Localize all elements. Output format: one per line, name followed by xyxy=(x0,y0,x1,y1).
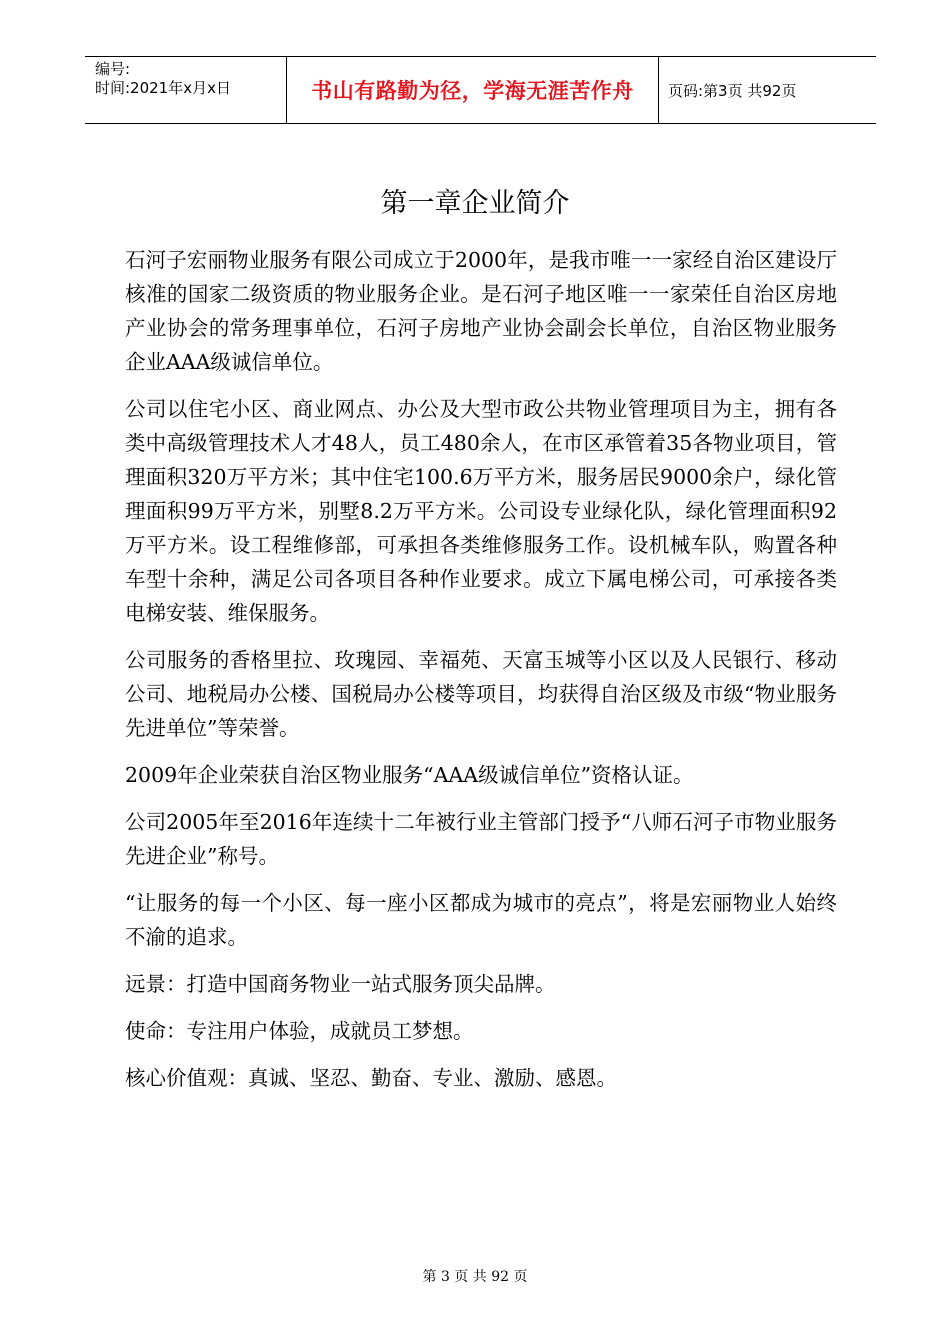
mission-paragraph: 使命：专注用户体验，成就员工梦想。 xyxy=(125,1019,474,1043)
paragraph: 公司服务的香格里拉、玫瑰园、幸福苑、天富玉城等小区以及人民银行、移动公司、地税局办公楼、国税局办公楼等项目，均获得自治区级及市级“物业服务先进单位”等荣誉。 xyxy=(125,648,837,740)
paragraph: “让服务的每一个小区、每一座小区都成为城市的亮点”，将是宏丽物业人始终不渝的追求。 xyxy=(125,891,837,949)
header-motto: 书山有路勤为径，学海无涯苦作舟 xyxy=(286,57,659,123)
header-meta xyxy=(85,57,286,123)
serial-number-label: 编号: xyxy=(95,60,131,78)
chapter-title: 第一章企业简介 xyxy=(380,188,570,219)
paragraph: 公司2005年至2016年连续十二年被行业主管部门授予“八师石河子市物业服务先进企业”称号。 xyxy=(125,810,837,868)
document-body xyxy=(125,243,837,1108)
paragraph: 2009年企业荣获自治区物业服务“AAA级诚信单位”资格认证。 xyxy=(125,763,694,787)
time-label: 时间:2021年x月x日 xyxy=(95,79,231,97)
paragraph: 公司以住宅小区、商业网点、办公及大型市政公共物业管理项目为主，拥有各类中高级管理技术人才48人，员工480余人，在市区承管着35各物业项目，管理面积320万平方米；其中住宅100.6万平方米，服务居民9000余户，绿化管理面积99万平方米，别墅8.2万平方米。公司设专业绿化队，绿化管理面积92万平方米。设工程维修部，可承担各类维修服务工作。设机械车队，购置各种车型十余种，满足公司各项目各种作业要求。成立下属电梯公司，可承接各类电梯安装、维保服务。 xyxy=(125,397,837,625)
page-header xyxy=(85,56,876,124)
vision-paragraph: 远景：打造中国商务物业一站式服务顶尖品牌。 xyxy=(125,972,556,996)
page-footer: 第 3 页 共 92 页 xyxy=(422,1269,528,1285)
core-values-paragraph: 核心价值观：真诚、坚忍、勤奋、专业、激励、感恩。 xyxy=(125,1066,617,1090)
paragraph: 石河子宏丽物业服务有限公司成立于2000年，是我市唯一一家经自治区建设厅核准的国家二级资质的物业服务企业。是石河子地区唯一一家荣任自治区房地产业协会的常务理事单位，石河子房地产业协会副会长单位，自治区物业服务企业AAA级诚信单位。 xyxy=(125,248,837,374)
header-page-info: 页码:第3页 共92页 xyxy=(668,81,797,100)
